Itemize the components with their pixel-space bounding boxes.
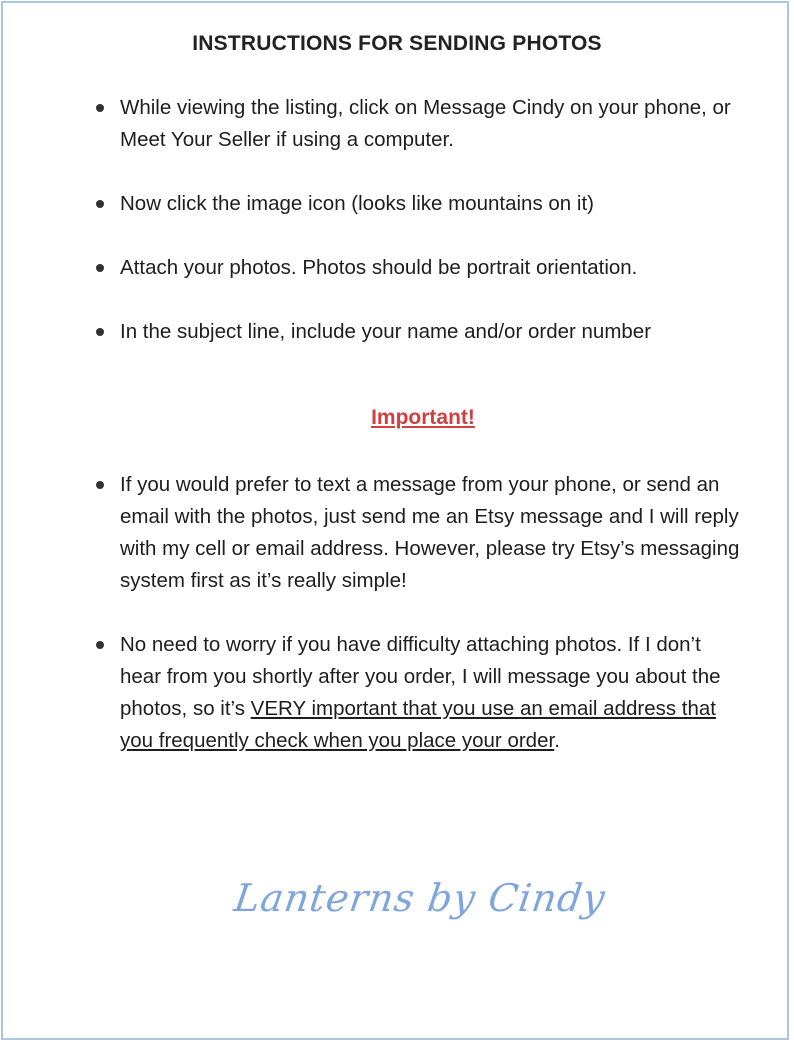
page-title: INSTRUCTIONS FOR SENDING PHOTOS (192, 32, 602, 55)
list-item (92, 469, 742, 597)
emphasis-text: VERY important that you use an email address that you frequently check when you place your order (120, 697, 716, 752)
note-text: If you would prefer to text a message from your phone, or send an email with the photos, just send me an Etsy message and I will reply with my cell or email address. However, please try Etsy’s messaging system first as it’s really simple! (120, 473, 740, 592)
bullet-icon (96, 641, 104, 649)
signature: Lanterns by Cindy (231, 876, 609, 920)
list-item (92, 92, 742, 156)
step-text: While viewing the listing, click on Message Cindy on your phone, or Meet Your Seller if using a computer. (120, 96, 731, 151)
bullet-icon (96, 104, 104, 112)
bullet-icon (96, 328, 104, 336)
important-heading: Important! (371, 406, 475, 429)
step-text: Attach your photos. Photos should be portrait orientation. (120, 256, 638, 279)
list-item (92, 629, 742, 757)
bullet-icon (96, 200, 104, 208)
bullet-icon (96, 481, 104, 489)
step-text: In the subject line, include your name and/or order number (120, 320, 652, 343)
step-text: Now click the image icon (looks like mountains on it) (120, 192, 594, 215)
steps-list (92, 92, 742, 380)
list-item (92, 188, 742, 220)
bullet-icon (96, 264, 104, 272)
list-item (92, 252, 742, 284)
note-end: . (554, 729, 560, 752)
list-item (92, 316, 742, 348)
notes-list (92, 469, 742, 789)
note-text: No need to worry if you have difficulty attaching photos. If I don’t hear from you shortly after you order, I will message you about the photos, so it’s (120, 633, 721, 720)
